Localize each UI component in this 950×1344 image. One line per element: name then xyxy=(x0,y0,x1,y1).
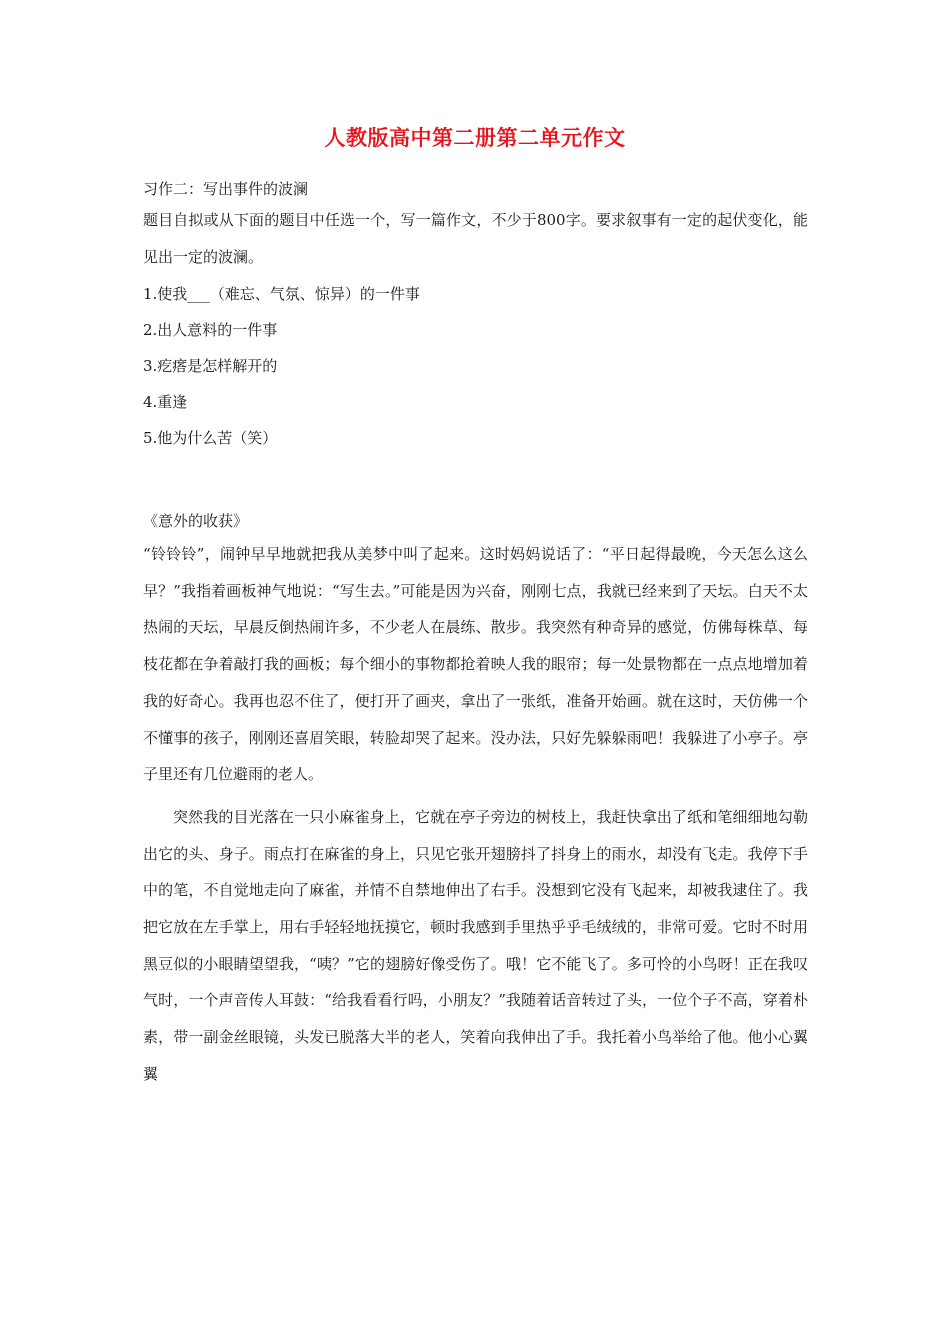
section-spacer xyxy=(143,456,808,506)
document-title: 人教版高中第二册第二单元作文 xyxy=(324,125,626,150)
topic-item: 1.使我___（难忘、气氛、惊异）的一件事 xyxy=(143,285,420,303)
topic-item: 3.疙瘩是怎样解开的 xyxy=(143,357,278,375)
exercise-heading: 习作二：写出事件的波澜 xyxy=(143,180,309,198)
topic-item: 5.他为什么苦（笑） xyxy=(143,429,278,447)
essay-paragraph: 突然我的目光落在一只小麻雀身上，它就在亭子旁边的树枝上，我赶快拿出了纸和笔细细地勾勒出它的头、身子。雨点打在麻雀的身上，只见它张开翅膀抖了抖身上的雨水，却没有飞走。我停下手中的笔，不自觉地走向了麻雀，并情不自禁地伸出了右手。没想到它没有飞起来，却被我逮住了。我把它放在左手掌上，用右手轻轻地抚摸它，顿时我感到手里热乎乎毛绒绒的，非常可爱。它时不时用黑豆似的小眼睛望望我，“咦？”它的翅膀好像受伤了。哦！它不能飞了。多可怜的小鸟呀！正在我叹气时，一个声音传人耳鼓：“给我看看行吗，小朋友？”我随着话音转过了头，一位个子不高，穿着朴素，带一副金丝眼镜，头发已脱落大半的老人，笑着向我伸出了手。我托着小鸟举给了他。他小心翼翼 xyxy=(143,807,808,1083)
topic-list xyxy=(143,276,808,456)
essay-title: 《意外的收获》 xyxy=(143,512,249,530)
essay-paragraph: “铃铃铃”，闹钟早早地就把我从美梦中叫了起来。这时妈妈说话了：“平日起得最晚，今天怎么这么早？”我指着画板神气地说：“写生去。”可能是因为兴奋，刚刚七点，我就已经来到了天坛。白天不太热闹的天坛，早晨反倒热闹许多，不少老人在晨练、散步。我突然有种奇异的感觉，仿佛每株草、每枝花都在争着敲打我的画板；每个细小的事物都抢着映人我的眼帘；每一处景物都在一点点地增加着我的好奇心。我再也忍不住了，便打开了画夹，拿出了一张纸，准备开始画。就在这时，天仿佛一个不懂事的孩子，刚刚还喜眉笑眼，转脸却哭了起来。没办法，只好先躲躲雨吧！我躲进了小亭子。亭子里还有几位避雨的老人。 xyxy=(143,545,808,784)
document-body xyxy=(143,176,808,1093)
writing-prompt: 题目自拟或从下面的题目中任选一个，写一篇作文，不少于800字。要求叙事有一定的起伏变化，能见出一定的波澜。 xyxy=(143,211,808,266)
topic-item: 2.出人意料的一件事 xyxy=(143,321,278,339)
topic-item: 4.重逢 xyxy=(143,393,188,411)
